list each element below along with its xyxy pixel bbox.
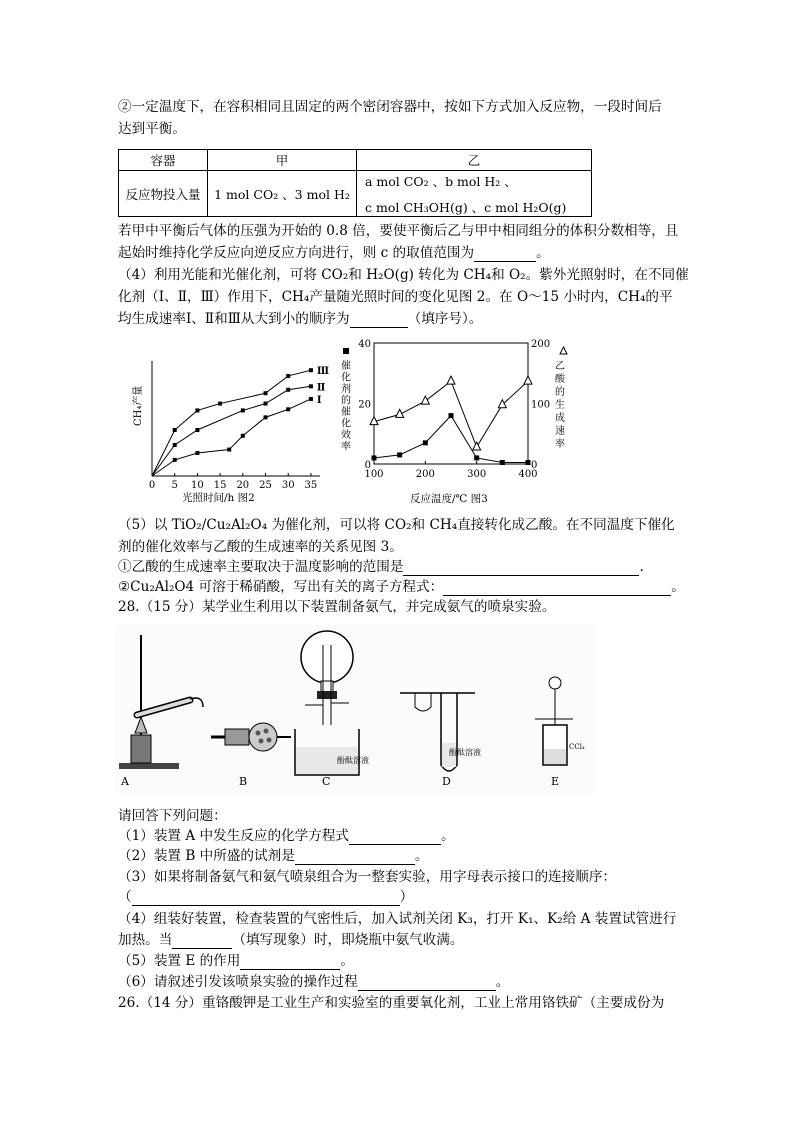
left-axis-label-char: 效	[341, 430, 351, 441]
data-point	[309, 368, 313, 372]
question-line: 剂的催化效率与乙酸的生成速率的关系见图 3。	[118, 539, 403, 555]
efficiency-point	[474, 455, 479, 460]
solution-label: 酚酞溶液	[337, 756, 369, 765]
table-cell-line: c mol CH₃OH(g) 、c mol H₂O(g)	[365, 199, 567, 215]
right-axis-label-char: 生	[555, 400, 565, 411]
solution-label: 酚酞溶液	[449, 748, 481, 757]
x-axis-label: 光照时间/h 图2	[182, 492, 255, 504]
question-text: 。	[536, 245, 550, 261]
apparatus-label: A	[121, 775, 129, 788]
right-axis-label-char: 乙	[555, 361, 565, 372]
legend-square-marker	[343, 348, 349, 354]
table-header: 甲	[208, 150, 357, 171]
question-line	[118, 973, 509, 991]
right-axis-label-char: 率	[555, 439, 565, 450]
question-text: （5）装置 E 的作用	[118, 953, 241, 969]
question-text: （填序号）。	[407, 311, 483, 327]
right-axis-label	[555, 360, 566, 450]
left-axis-label-char: 催	[341, 407, 351, 418]
legend-triangle-marker	[560, 347, 567, 354]
left-axis-label	[341, 359, 351, 453]
question-line: （5）以 TiO₂/Cu₂Al₂O₄ 为催化剂，可以将 CO₂和 CH₄直接转化成乙酸。在不同温度下催化	[118, 517, 675, 533]
figure-3-chart	[338, 336, 578, 506]
left-axis-label-char: 的	[341, 395, 351, 407]
answer-blank[interactable]	[295, 850, 415, 865]
right-axis-label-char: 的	[555, 387, 565, 398]
question-line: （4）组装好装置，检查装置的气密性后，加入试剂关闭 K₃，打开 K₁、K₂给 A 装置试管进行	[118, 911, 677, 927]
efficiency-point	[449, 413, 454, 418]
question-line	[118, 578, 685, 596]
y-right-tick-label: 100	[531, 399, 551, 411]
question-text: 。	[671, 579, 685, 595]
x-tick-label: 25	[259, 480, 272, 491]
data-point	[241, 434, 245, 438]
series-label: Ⅱ	[316, 382, 326, 394]
data-point	[286, 374, 290, 378]
y-left-tick-label: 20	[358, 399, 371, 411]
y-left-tick-label: 0	[364, 460, 371, 471]
series-label: Ⅰ	[316, 394, 322, 406]
right-axis-label-char: 速	[555, 426, 565, 437]
question-text: （6）请叙述引发该喷泉实验的操作过程	[118, 974, 358, 990]
question-line: 若甲中平衡后气体的压强为开始的 0.8 倍，要使平衡后乙与甲中相同组分的体积分数相等，且	[118, 223, 679, 239]
apparatus-label: E	[551, 775, 560, 788]
question-text: 加热。当	[118, 932, 173, 948]
rate-point	[447, 376, 455, 384]
table-header: 容器	[119, 150, 208, 171]
question-text: 。	[495, 974, 510, 990]
question-text: （1）装置 A 中发生反应的化学方程式	[118, 828, 350, 844]
efficiency-line	[374, 416, 528, 463]
question-line	[118, 310, 482, 328]
question-text: 起始时维持化学反应向逆反应方向进行，则 c 的取值范围为	[118, 245, 475, 261]
data-point	[227, 448, 231, 452]
question-line: （3）如果将制备氨气和氨气喷泉组合为一整套实验，用字母表示接口的连接顺序：	[118, 869, 617, 885]
question-text: ②Cu₂Al₂O4 可溶于稀硝酸，写出有关的离子方程式：	[118, 579, 444, 595]
question-line: （4）利用光能和光催化剂，可将 CO₂和 H₂O(g) 转化为 CH₄和 O₂。紫外光照射时，在不同催	[118, 267, 689, 283]
data-point	[286, 407, 290, 411]
table-cell: 1 mol CO₂ 、3 mol H₂	[208, 171, 357, 217]
data-point	[173, 443, 177, 447]
answer-blank[interactable]	[403, 561, 639, 576]
figure-2-chart	[130, 355, 330, 510]
x-tick-label: 100	[364, 469, 384, 480]
answer-blank[interactable]	[349, 830, 441, 845]
data-point	[309, 397, 313, 401]
question-text: .	[639, 559, 644, 575]
answer-blank[interactable]	[240, 955, 340, 970]
right-axis-label-char: 成	[555, 413, 565, 424]
reactant-table	[118, 149, 592, 217]
rate-point	[421, 396, 429, 404]
left-axis-label-char: 化	[341, 372, 351, 384]
data-point	[264, 402, 268, 406]
question-text: ）	[399, 889, 414, 905]
data-point	[241, 408, 245, 412]
data-point	[264, 415, 268, 419]
data-point	[173, 458, 177, 462]
question-heading: 28.（15 分）某学业生利用以下装置制备氨气，并完成氨气的喷泉实验。	[118, 599, 556, 615]
question-text: 。	[441, 828, 455, 844]
question-line: ②一定温度下，在容积相同且固定的两个密闭容器中，按如下方式加入反应物，一段时间后	[118, 99, 662, 115]
answer-blank[interactable]	[350, 313, 408, 328]
question-line	[118, 847, 428, 865]
question-line	[118, 931, 463, 949]
efficiency-point	[372, 455, 377, 460]
left-axis-label-char: 剂	[341, 384, 351, 395]
apparatus-label: C	[322, 775, 331, 788]
left-axis-label-char: 率	[341, 441, 351, 453]
x-tick-label: 300	[467, 469, 487, 480]
question-line	[118, 827, 455, 845]
question-line	[118, 888, 413, 906]
data-point	[195, 428, 199, 432]
right-axis-label-char: 酸	[555, 374, 565, 385]
question-text: ①乙酸的生成速率主要取决于温度影响的范围是	[118, 559, 404, 575]
data-point	[173, 428, 177, 432]
x-tick-label: 15	[213, 480, 227, 491]
question-text: 均生成速率Ⅰ、Ⅱ和Ⅲ从大到小的顺序为	[118, 311, 350, 327]
data-point	[264, 391, 268, 395]
answer-blank[interactable]	[443, 581, 671, 596]
answer-blank[interactable]	[172, 934, 232, 949]
question-text: 。	[340, 953, 354, 969]
table-cell	[357, 171, 592, 217]
question-line	[118, 558, 644, 576]
x-axis-label: 反应温度/℃ 图3	[410, 493, 488, 505]
table-cell-line: a mol CO₂ 、b mol H₂ 、	[365, 173, 517, 189]
x-tick-label: 10	[191, 480, 204, 491]
x-tick-label: 200	[415, 469, 435, 480]
y-left-tick-label: 40	[358, 339, 371, 350]
plot-frame	[374, 343, 528, 464]
left-axis-label-char: 催	[341, 361, 351, 372]
efficiency-point	[397, 452, 402, 457]
question-text: （填写现象）时，即烧瓶中氨气收满。	[232, 932, 464, 948]
question-text: 。	[414, 848, 429, 864]
question-heading: 26.（14 分）重铬酸钾是工业生产和实验室的重要氧化剂，工业上常用铬铁矿（主要成份为	[118, 995, 665, 1011]
series-label: Ⅲ	[316, 366, 330, 378]
apparatus-label: B	[239, 775, 248, 788]
data-point	[195, 451, 199, 455]
question-line	[118, 244, 550, 262]
x-tick-label: 400	[518, 469, 538, 480]
data-point	[218, 402, 222, 406]
efficiency-point	[423, 440, 428, 445]
solution-label: CCl₄	[569, 743, 585, 751]
answer-blank[interactable]	[474, 247, 536, 262]
question-line: 请回答下列问题：	[118, 808, 227, 824]
x-tick-label: 35	[304, 480, 318, 491]
table-row-label: 反应物投入量	[119, 171, 208, 217]
efficiency-point	[500, 460, 505, 465]
data-point	[309, 384, 313, 388]
question-text: （	[118, 889, 132, 905]
x-tick-label: 5	[171, 480, 178, 491]
answer-blank[interactable]	[132, 891, 400, 906]
answer-blank[interactable]	[358, 976, 496, 991]
y-axis-label: CH₄产量	[133, 385, 144, 426]
rate-point	[498, 400, 506, 408]
y-right-tick-label: 0	[531, 460, 538, 471]
y-right-tick-label: 200	[531, 339, 551, 350]
question-line: 化剂（Ⅰ、Ⅱ，Ⅲ）作用下，CH₄产量随光照时间的变化见图 2。在 O～15 小时内，CH₄的平	[118, 289, 673, 305]
question-line: 达到平衡。	[118, 121, 186, 137]
table-header: 乙	[357, 150, 592, 171]
efficiency-point	[526, 460, 531, 465]
question-text: （2）装置 B 中所盛的试剂是	[118, 848, 295, 864]
data-point	[195, 408, 199, 412]
apparatus-label: D	[442, 775, 451, 788]
x-tick-label: 20	[236, 480, 250, 491]
rate-point	[524, 376, 532, 384]
data-point	[286, 388, 290, 392]
question-line	[118, 952, 354, 970]
x-tick-label: 30	[281, 480, 295, 491]
left-axis-label-char: 化	[341, 418, 351, 430]
apparatus-figure	[115, 625, 595, 793]
x-tick-label: 0	[148, 480, 156, 491]
